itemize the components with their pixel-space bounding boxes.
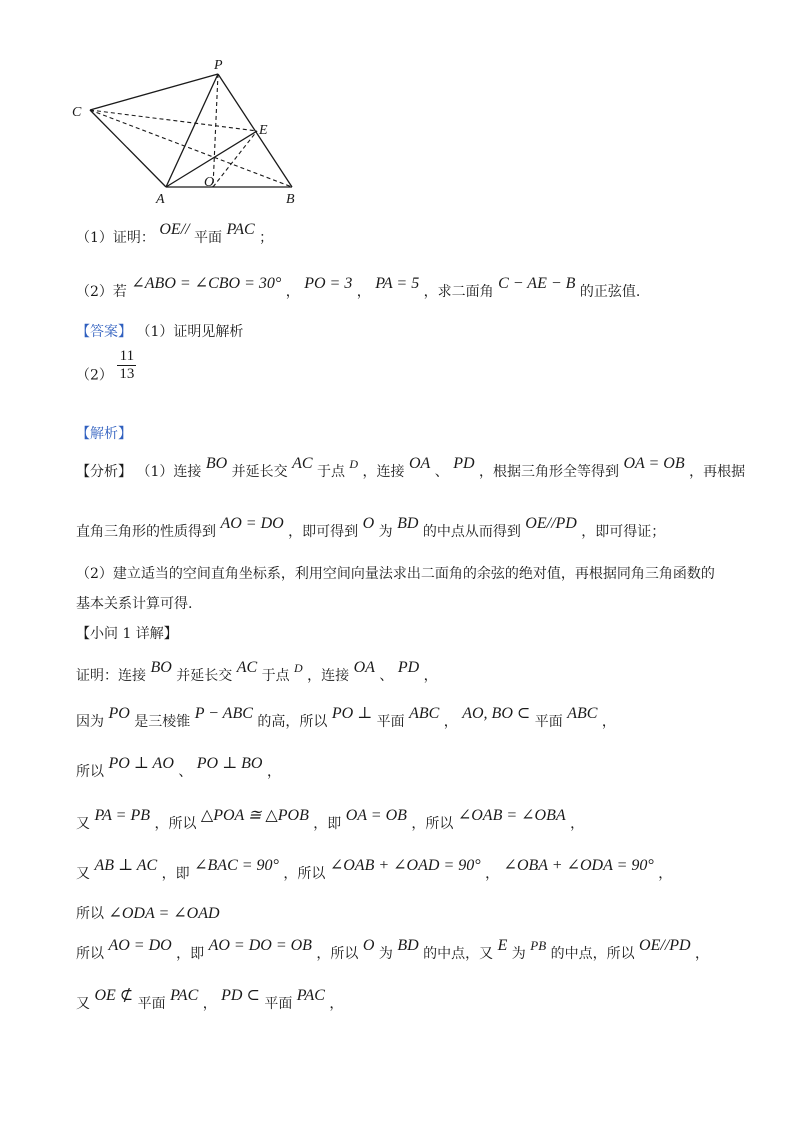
text: 直角三角形的性质得到 (76, 524, 216, 540)
plane-word: 平面 (194, 230, 223, 246)
math: ∠ABO = ∠CBO = 30° (131, 275, 282, 292)
dashed-PO (213, 74, 218, 187)
question-2 (76, 275, 641, 302)
text: 于点 (261, 668, 290, 684)
math: PO ⊥ AO (108, 755, 174, 772)
proof-line-8 (76, 987, 344, 1014)
math: PD (397, 659, 420, 676)
math: PA = 5 (375, 275, 420, 292)
fraction-denominator: 13 (119, 366, 135, 382)
math: OA (353, 659, 375, 676)
math: PO ⊥ BO (196, 755, 263, 772)
answer-fraction (117, 348, 136, 383)
label-B: B (286, 192, 295, 207)
text: 所以 (76, 764, 104, 780)
math: PO (108, 705, 130, 722)
math: E (497, 937, 508, 954)
math: OE//PD (525, 515, 577, 532)
text: ， (202, 996, 217, 1012)
text: 又 (76, 996, 90, 1012)
fenxi-line-1 (76, 455, 746, 482)
math: PAC (296, 987, 325, 1004)
question-1-number: （1）证明： (76, 230, 155, 246)
plane-word: 平面 (534, 714, 563, 730)
math: P − ABC (194, 705, 253, 722)
math: PD ⊂ (221, 987, 260, 1004)
math: BO (205, 455, 228, 472)
text: ， (443, 714, 458, 730)
label-C: C (72, 105, 82, 120)
math: PO = 3 (304, 275, 353, 292)
math: C − AE − B (498, 275, 576, 292)
math: AO = DO = OB (208, 937, 312, 954)
text: ，即可得到 (288, 524, 359, 540)
text: ， (658, 866, 673, 882)
dashed-CE (90, 110, 257, 131)
text: 是三棱锥 (134, 714, 191, 730)
punct: ； (259, 230, 274, 246)
text: 因为 (76, 714, 104, 730)
text: ，根据三角形全等得到 (479, 464, 620, 480)
question-2-number: （2）若 (76, 284, 127, 300)
fenxi-line-4: 基本关系计算可得. (76, 596, 193, 612)
text: 的中点从而得到 (422, 524, 521, 540)
proof-line-5 (76, 857, 673, 884)
math: PAC (170, 987, 199, 1004)
math: BO (150, 659, 172, 676)
text: ，所以 (316, 946, 359, 962)
text: 又 (76, 816, 90, 832)
dashed-OE (213, 131, 257, 187)
math: △POA ≅ △POB (200, 807, 309, 824)
math: AO = DO (108, 937, 172, 954)
text: 的高，所以 (257, 714, 328, 730)
math: ∠BAC = 90° (194, 857, 279, 874)
text: 所以 (76, 946, 104, 962)
math: ∠OBA + ∠ODA = 90° (503, 857, 654, 874)
text: ， (329, 996, 344, 1012)
fraction-numerator: 11 (117, 348, 136, 366)
plane-word: 平面 (376, 714, 405, 730)
edge-PA (166, 74, 218, 187)
text: 的中点，又 (423, 946, 494, 962)
text: ，即 (313, 816, 342, 832)
math: OE//PD (639, 937, 691, 954)
math: OA (409, 455, 431, 472)
punct: ， (356, 284, 371, 300)
proof-line-1 (76, 659, 438, 686)
proof-line-3 (76, 755, 281, 782)
text: ，所以 (154, 816, 197, 832)
math: ∠OAB + ∠OAD = 90° (329, 857, 481, 874)
label-A: A (156, 192, 165, 207)
edge-CP (90, 74, 218, 110)
text: ，即 (161, 866, 190, 882)
math: BD (397, 937, 419, 954)
text: 、 (178, 764, 193, 780)
punct: ， (285, 284, 300, 300)
fenxi-tag: 【分析】 (76, 464, 132, 480)
math: ABC (567, 705, 598, 722)
text: 于点 (316, 464, 345, 480)
text: 的中点，所以 (550, 946, 635, 962)
text: ，连接 (362, 464, 405, 480)
math: ∠ODA = ∠OAD (108, 905, 220, 922)
answer-line-2 (76, 348, 136, 393)
text: 为 (378, 946, 393, 962)
text: ，所以 (283, 866, 326, 882)
pyramid-figure (60, 50, 320, 210)
proof-line-2 (76, 705, 616, 732)
text: ，即 (176, 946, 205, 962)
text: 为 (378, 524, 393, 540)
dashed-CB (90, 110, 292, 187)
math: AC (292, 455, 313, 472)
math: OA = OB (345, 807, 407, 824)
text: ， (485, 866, 500, 882)
text: 又 (76, 866, 90, 882)
text: ， (695, 946, 710, 962)
math: PB (530, 938, 547, 953)
proof-line-6 (76, 904, 220, 924)
plane-word: 平面 (137, 996, 166, 1012)
proof-line-4 (76, 807, 585, 834)
analysis-tag: 【解析】 (76, 426, 132, 442)
text: 并延长交 (231, 464, 288, 480)
math: ABC (409, 705, 440, 722)
math: O (362, 515, 375, 532)
text: ， (570, 816, 585, 832)
text: ，即可得证； (581, 524, 666, 540)
text: 证明：连接 (76, 668, 146, 684)
edge-CA (90, 110, 166, 187)
text: ，连接 (307, 668, 350, 684)
math: PD (453, 455, 475, 472)
text: ， (266, 764, 281, 780)
text: ，求二面角 (423, 284, 494, 300)
text: 并延长交 (176, 668, 233, 684)
answer-part-2-number: （2） (76, 367, 113, 384)
math: OE// (159, 221, 190, 238)
math: O (362, 937, 375, 954)
label-P: P (214, 58, 223, 73)
fenxi-line-2 (76, 515, 666, 542)
fenxi-line-3: （2）建立适当的空间直角坐标系，利用空间向量法求出二面角的余弦的绝对值，再根据同角三角函数的 (76, 566, 715, 582)
text: （1）连接 (136, 464, 202, 480)
text: 所以 (76, 906, 104, 922)
proof-line-7 (76, 937, 710, 964)
text: 为 (511, 946, 526, 962)
label-O: O (204, 175, 215, 190)
math: D (294, 661, 303, 675)
math: ∠OAB = ∠OBA (457, 807, 566, 824)
math: OA = OB (623, 455, 685, 472)
edge-PB (218, 74, 292, 187)
math: AO = DO (220, 515, 284, 532)
math: PA = PB (94, 807, 150, 824)
math: AO, BO ⊂ (462, 705, 531, 722)
math: BD (397, 515, 419, 532)
subquestion-1-heading: 【小问 1 详解】 (76, 626, 178, 642)
answer-tag: 【答案】 (76, 324, 132, 340)
math: AC (236, 659, 258, 676)
text: 、 (434, 464, 449, 480)
text: ，所以 (411, 816, 454, 832)
label-E: E (259, 123, 268, 138)
math: OE ⊄ (94, 987, 134, 1004)
math: D (349, 457, 359, 471)
answer-line-1 (76, 322, 243, 342)
answer-part-1: （1）证明见解析 (136, 324, 244, 340)
text: ， (423, 668, 438, 684)
question-1 (76, 221, 274, 248)
text: ， (601, 714, 616, 730)
text: 的正弦值. (579, 284, 641, 300)
text: ，再根据 (689, 464, 746, 480)
math: PAC (226, 221, 255, 238)
math: AB ⊥ AC (94, 857, 158, 874)
math: PO ⊥ (331, 705, 373, 722)
plane-word: 平面 (264, 996, 293, 1012)
text: 、 (379, 668, 394, 684)
